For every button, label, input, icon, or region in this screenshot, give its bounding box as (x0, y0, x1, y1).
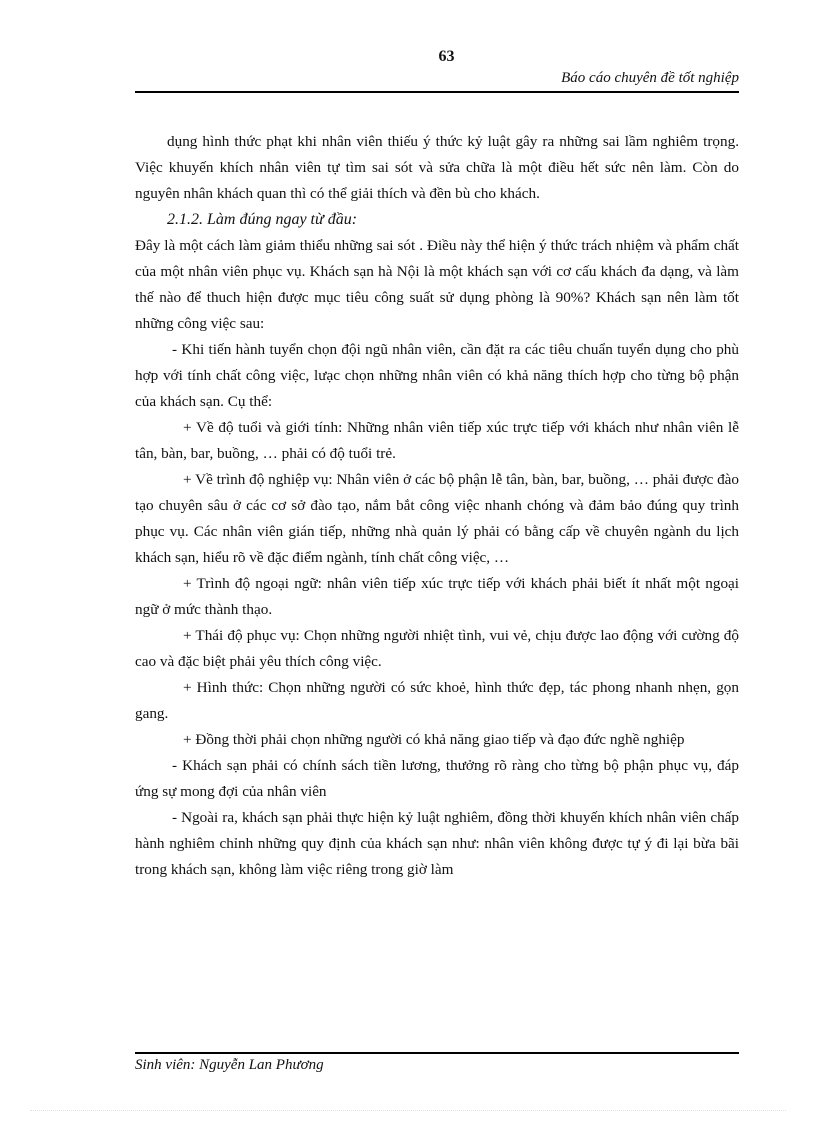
paragraph: + Hình thức: Chọn những người có sức khoẻ, hình thức đẹp, tác phong nhanh nhẹn, gọn gang. (135, 679, 739, 722)
paragraph: - Khách sạn phải có chính sách tiền lương, thưởng rõ ràng cho từng bộ phận phục vụ, đáp ứng sự mong đợi của nhân viên (135, 757, 739, 800)
body-text (135, 129, 739, 883)
header-title: Báo cáo chuyên đề tốt nghiệp (561, 70, 739, 86)
paragraph: Đây là một cách làm giảm thiểu những sai sót . Điều này thể hiện ý thức trách nhiệm và phẩm chất của một nhân viên phục vụ. Khách sạn hà Nội là một khách sạn với cơ cấu khách đa dạng, và làm thế nào để thuch hiện được mục tiêu công suất sử dụng phòng là 90%? Khách sạn nên làm tốt những công việc sau: (135, 237, 739, 332)
paragraph: - Khi tiến hành tuyển chọn đội ngũ nhân viên, cần đặt ra các tiêu chuẩn tuyển dụng cho phù hợp với tính chất công việc, lưạc chọn những nhân viên có khả năng thích hợp cho từng bộ phận của khách sạn. Cụ thể: (135, 341, 739, 410)
footer-author: Sinh viên: Nguyễn Lan Phương (135, 1057, 324, 1073)
paragraph: + Về trình độ nghiệp vụ: Nhân viên ở các bộ phận lễ tân, bàn, bar, buồng, … phải được đào tạo chuyên sâu ở các cơ sở đào tạo, nắm bắt công việc nhanh chóng và đảm bảo đúng quy trình phục vụ. Các nhân viên gián tiếp, những nhà quản lý phải có bằng cấp về chuyên ngành du lịch khách sạn, hiểu rõ về đặc điểm ngành, tính chất công việc, … (135, 471, 739, 566)
section-heading: 2.1.2. Làm đúng ngay từ đầu: (167, 211, 358, 228)
paragraph: + Thái độ phục vụ: Chọn những người nhiệt tình, vui vẻ, chịu được lao động với cường độ cao và đặc biệt phải yêu thích công việc. (135, 627, 739, 670)
paragraph: + Trình độ ngoại ngữ: nhân viên tiếp xúc trực tiếp với khách phải biết ít nhất một ngoại ngữ ở mức thành thạo. (135, 575, 739, 618)
footer-rule (135, 1052, 739, 1054)
paragraph: + Về độ tuổi và giới tính: Những nhân viên tiếp xúc trực tiếp với khách như nhân viên lễ tân, bàn, bar, buồng, … phải có độ tuổi trẻ. (135, 419, 739, 462)
bottom-border (30, 1110, 786, 1111)
paragraph: dụng hình thức phạt khi nhân viên thiếu ý thức kỷ luật gây ra những sai lầm nghiêm trọng. Việc khuyến khích nhân viên tự tìm sai sót và sửa chữa là một điều hết sức nên làm. Còn do nguyên nhân khách quan thì có thể giải thích và đền bù cho khách. (135, 133, 739, 202)
page-number: 63 (438, 48, 455, 65)
header-rule (135, 91, 739, 93)
paragraph: - Ngoài ra, khách sạn phải thực hiện kỷ luật nghiêm, đồng thời khuyến khích nhân viên chấp hành nghiêm chỉnh những quy định của khách sạn như: nhân viên không được tự ý đi lại bừa bãi trong khách sạn, không làm việc riêng trong giờ làm (135, 809, 739, 878)
paragraph: + Đồng thời phải chọn những người có khả năng giao tiếp và đạo đức nghề nghiệp (183, 731, 685, 748)
